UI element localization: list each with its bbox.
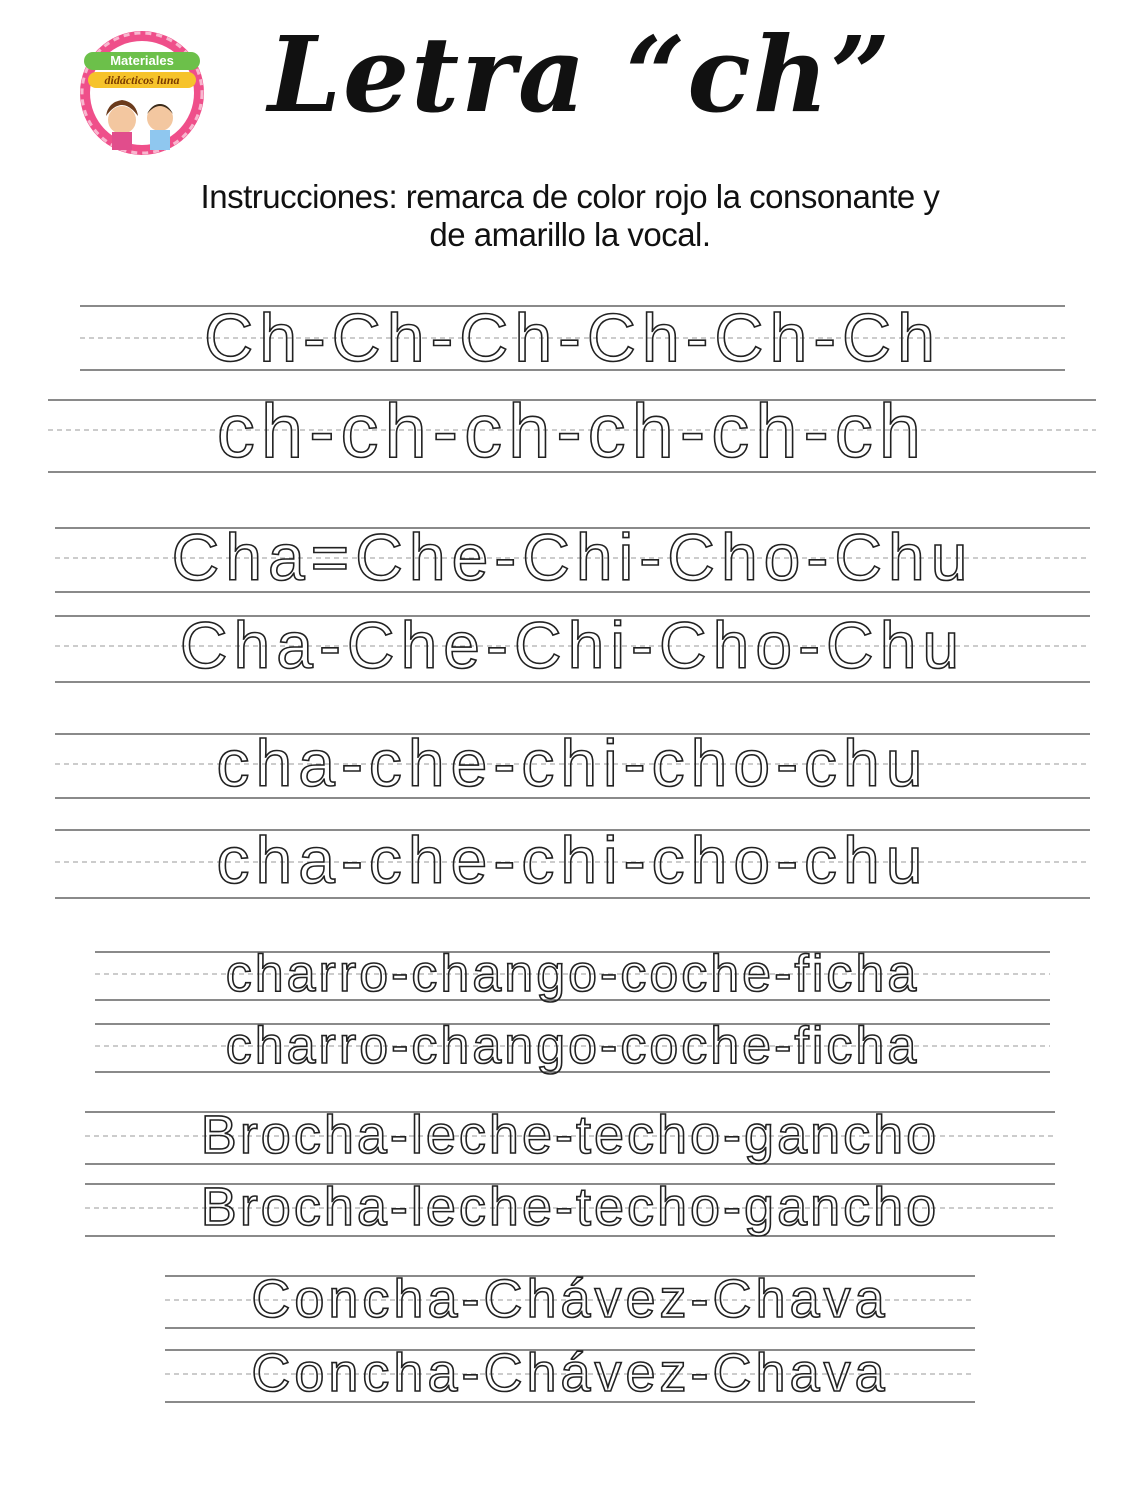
tracing-text: Brocha-leche-techo-gancho	[200, 1177, 940, 1237]
page-title: Letra “ch”	[267, 13, 893, 136]
tracing-row	[165, 1342, 975, 1408]
tracing-text: Ch-Ch-Ch-Ch-Ch-Ch	[204, 300, 941, 376]
tracing-row	[55, 606, 1090, 686]
tracing-text: ch-ch-ch-ch-ch-ch	[216, 389, 928, 474]
tracing-text: cha-che-chi-cho-chu	[216, 823, 929, 897]
tracing-row	[85, 1176, 1055, 1242]
tracing-row	[95, 944, 1050, 1006]
logo-line1: Materiales	[110, 53, 174, 68]
tracing-text: Concha-Chávez-Chava	[251, 1269, 889, 1329]
tracing-row	[48, 388, 1096, 478]
logo-line2: didácticos luna	[104, 73, 180, 87]
tracing-row	[95, 1016, 1050, 1078]
tracing-text: Cha=Che-Chi-Cho-Chu	[171, 520, 974, 594]
tracing-text: Cha-Che-Chi-Cho-Chu	[179, 608, 966, 682]
tracing-text: cha-che-chi-cho-chu	[216, 726, 929, 800]
tracing-row	[85, 1104, 1055, 1170]
tracing-text: charro-chango-coche-ficha	[225, 945, 920, 1003]
instructions-line2: de amarillo la vocal.	[429, 216, 711, 253]
tracing-text: Brocha-leche-techo-gancho	[200, 1105, 940, 1165]
tracing-text: charro-chango-coche-ficha	[225, 1017, 920, 1075]
instructions-line1: Instrucciones: remarca de color rojo la consonante y	[200, 178, 940, 215]
tracing-row	[80, 298, 1065, 376]
tracing-text: Concha-Chávez-Chava	[251, 1343, 889, 1403]
tracing-row	[55, 820, 1090, 902]
tracing-row	[55, 724, 1090, 804]
tracing-row	[55, 518, 1090, 598]
tracing-row	[165, 1268, 975, 1334]
